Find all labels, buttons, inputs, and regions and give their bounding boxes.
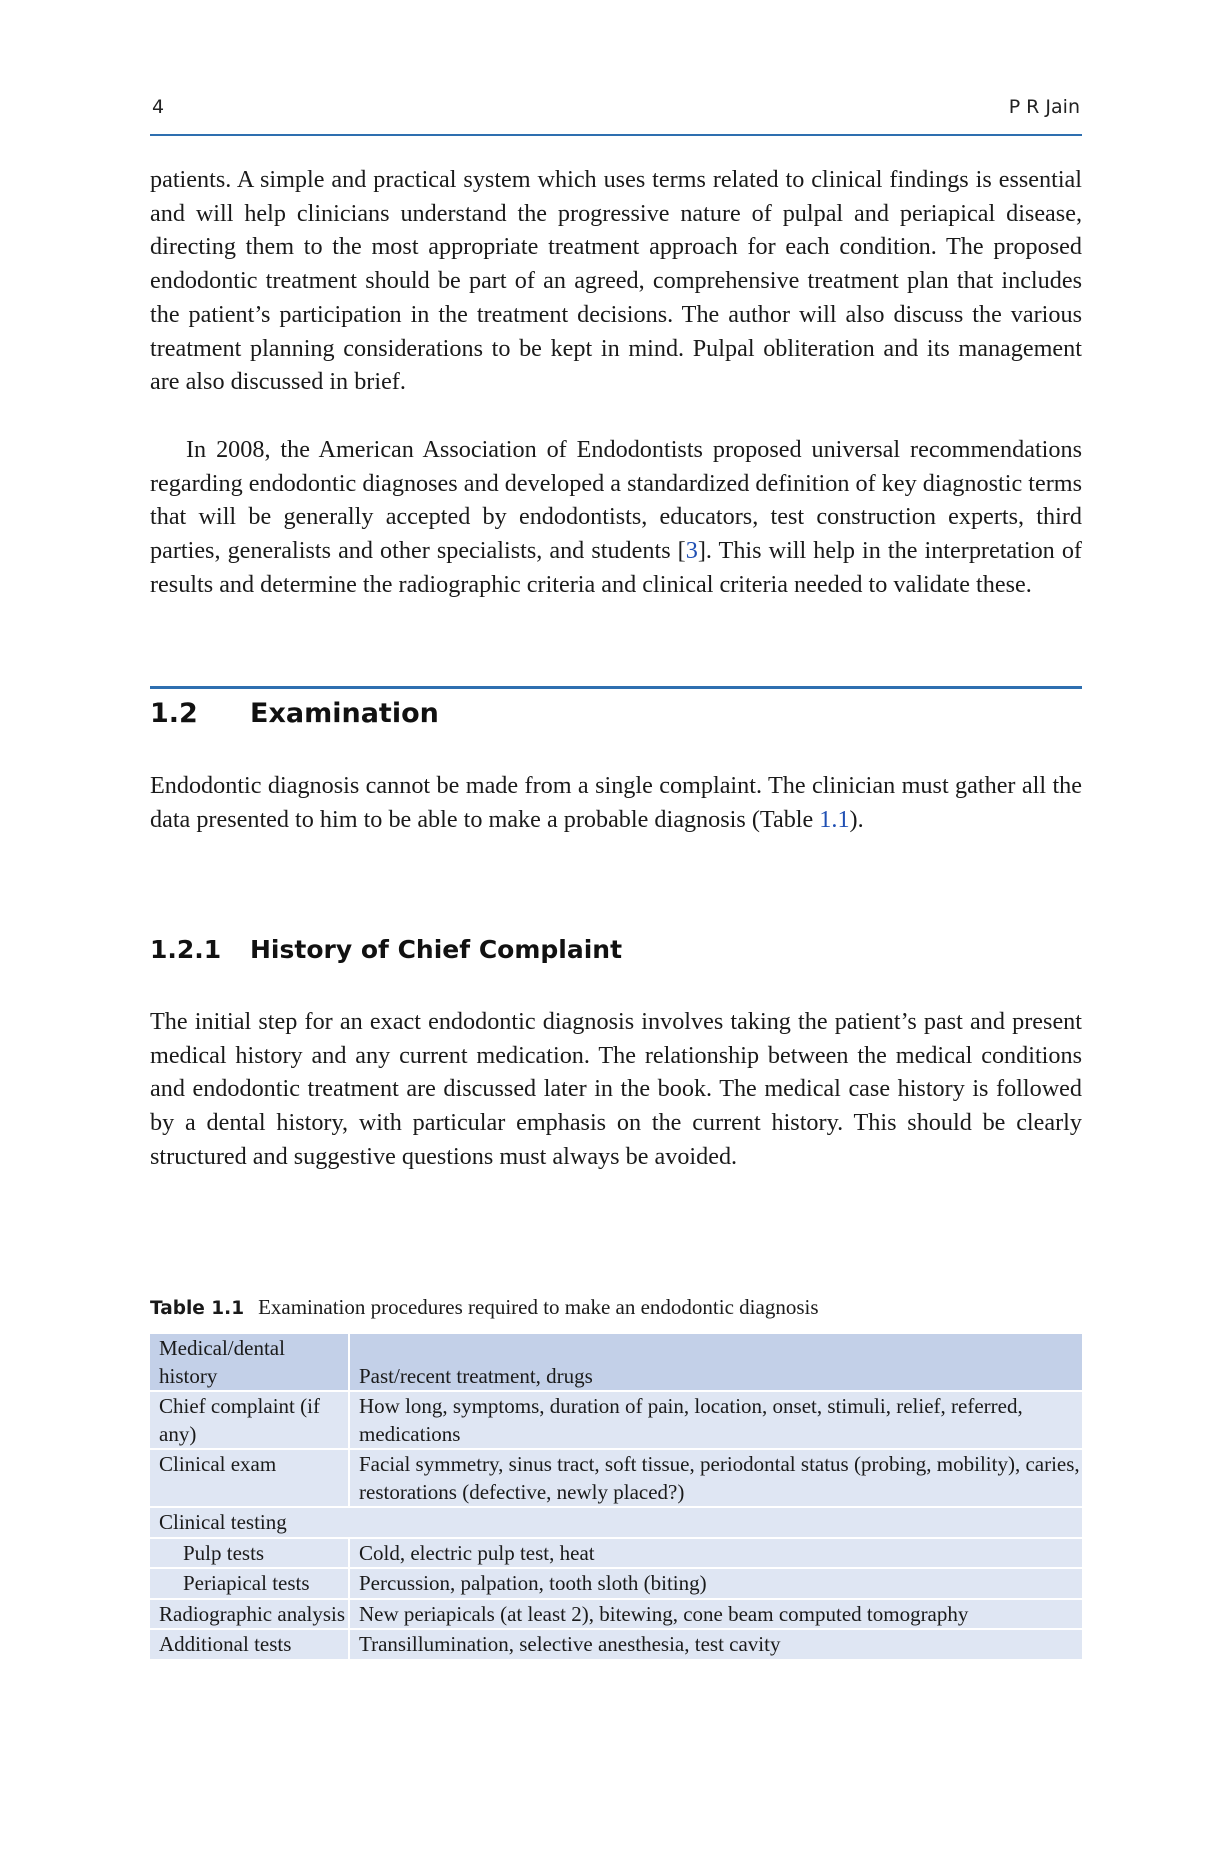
paragraph-text: Endodontic diagnosis cannot be made from a single complaint. The clinician must gather all the data presented to him to be able to make a probable diagnosis (Table	[150, 772, 1082, 833]
table-cell-label: Radiographic analysis	[150, 1600, 348, 1629]
table-cell-label: Pulp tests	[150, 1539, 348, 1568]
table-caption	[150, 1295, 1082, 1320]
table-cell-value: Percussion, palpation, tooth sloth (biting)	[350, 1569, 1082, 1598]
paragraph-aae-recommendations	[150, 433, 1082, 602]
section-number: 1.2	[150, 698, 198, 729]
table-row	[150, 1392, 1082, 1448]
table-cell-value: Cold, electric pulp test, heat	[350, 1539, 1082, 1568]
table-cell-value: New periapicals (at least 2), bitewing, cone beam computed tomography	[350, 1600, 1082, 1629]
table-cell-value: How long, symptoms, duration of pain, location, onset, stimuli, relief, referred, medications	[350, 1392, 1082, 1448]
section-title: Examination	[250, 698, 439, 729]
subsection-heading	[150, 935, 622, 964]
paragraph-history: The initial step for an exact endodontic diagnosis involves taking the patient’s past and present medical history and any current medication. The relationship between the medical conditions and endodontic treatment are discussed later in the book. The medical case history is followed by a dental history, with particular emphasis on the current history. This should be clearly structured and suggestive questions must always be avoided.	[150, 1008, 1082, 1170]
page-number: 4	[152, 96, 165, 118]
table-header-row	[150, 1334, 1082, 1390]
table-row	[150, 1569, 1082, 1598]
running-head	[150, 96, 1082, 122]
book-page	[150, 0, 1082, 1851]
table-caption-text: Examination procedures required to make an endodontic diagnosis	[258, 1295, 819, 1319]
table-reference-link[interactable]: 1.1	[819, 805, 850, 833]
subsection-number: 1.2.1	[150, 935, 222, 964]
paragraph-text: In 2008, the American Association of Endodontists proposed universal recommendations regarding endodontic diagnoses and developed a standardized definition of key diagnostic terms that will be generally accepted by endodontists, educators, test construction experts, third parties, generalists and other specialists, and students [	[150, 436, 1082, 565]
table-row	[150, 1630, 1082, 1659]
table-cell-label: Additional tests	[150, 1630, 348, 1659]
table-cell-label: Periapical tests	[150, 1569, 348, 1598]
table-label: Table 1.1	[150, 1298, 245, 1319]
table-header-cell: Medical/dental history	[150, 1334, 348, 1390]
table-header-text: Past/recent treatment, drugs	[359, 1363, 593, 1388]
paragraph-text: ]. This will help in the interpretation of results and determine the radiographic criteria and clinical criteria needed to validate these.	[150, 537, 1082, 598]
paragraph-examination	[150, 769, 1082, 836]
table-cell-value: Facial symmetry, sinus tract, soft tissue, periodontal status (probing, mobility), caries, restorations (defective, newly placed?)	[350, 1450, 1082, 1506]
table-row	[150, 1450, 1082, 1506]
examination-table	[150, 1334, 1082, 1661]
table-cell-label: Clinical testing	[150, 1508, 1082, 1537]
table-row	[150, 1600, 1082, 1629]
table-header-cell	[350, 1334, 1082, 1390]
table-cell-value: Transillumination, selective anesthesia, test cavity	[350, 1630, 1082, 1659]
citation-link[interactable]: 3	[685, 537, 698, 565]
table-cell-label: Chief complaint (if any)	[150, 1392, 348, 1448]
table-row	[150, 1508, 1082, 1537]
running-head-author: P R Jain	[1008, 96, 1080, 118]
paragraph-text: ).	[849, 805, 864, 833]
table-cell-label: Clinical exam	[150, 1450, 348, 1506]
header-rule	[150, 134, 1082, 136]
paragraph-intro-continued: patients. A simple and practical system which uses terms related to clinical findings is essential and will help clinicians understand the progressive nature of pulpal and periapical disease, directing them to the most appropriate treatment approach for each condition. The proposed endodontic treatment should be part of an agreed, comprehensive treatment plan that includes the patient’s participation in the treatment decisions. The author will also discuss the various treatment planning considerations to be kept in mind. Pulpal obliteration and its management are also discussed in brief.	[150, 166, 1082, 396]
section-rule	[150, 686, 1082, 689]
section-heading	[150, 698, 439, 729]
subsection-title: History of Chief Complaint	[250, 935, 623, 964]
table-row	[150, 1539, 1082, 1568]
